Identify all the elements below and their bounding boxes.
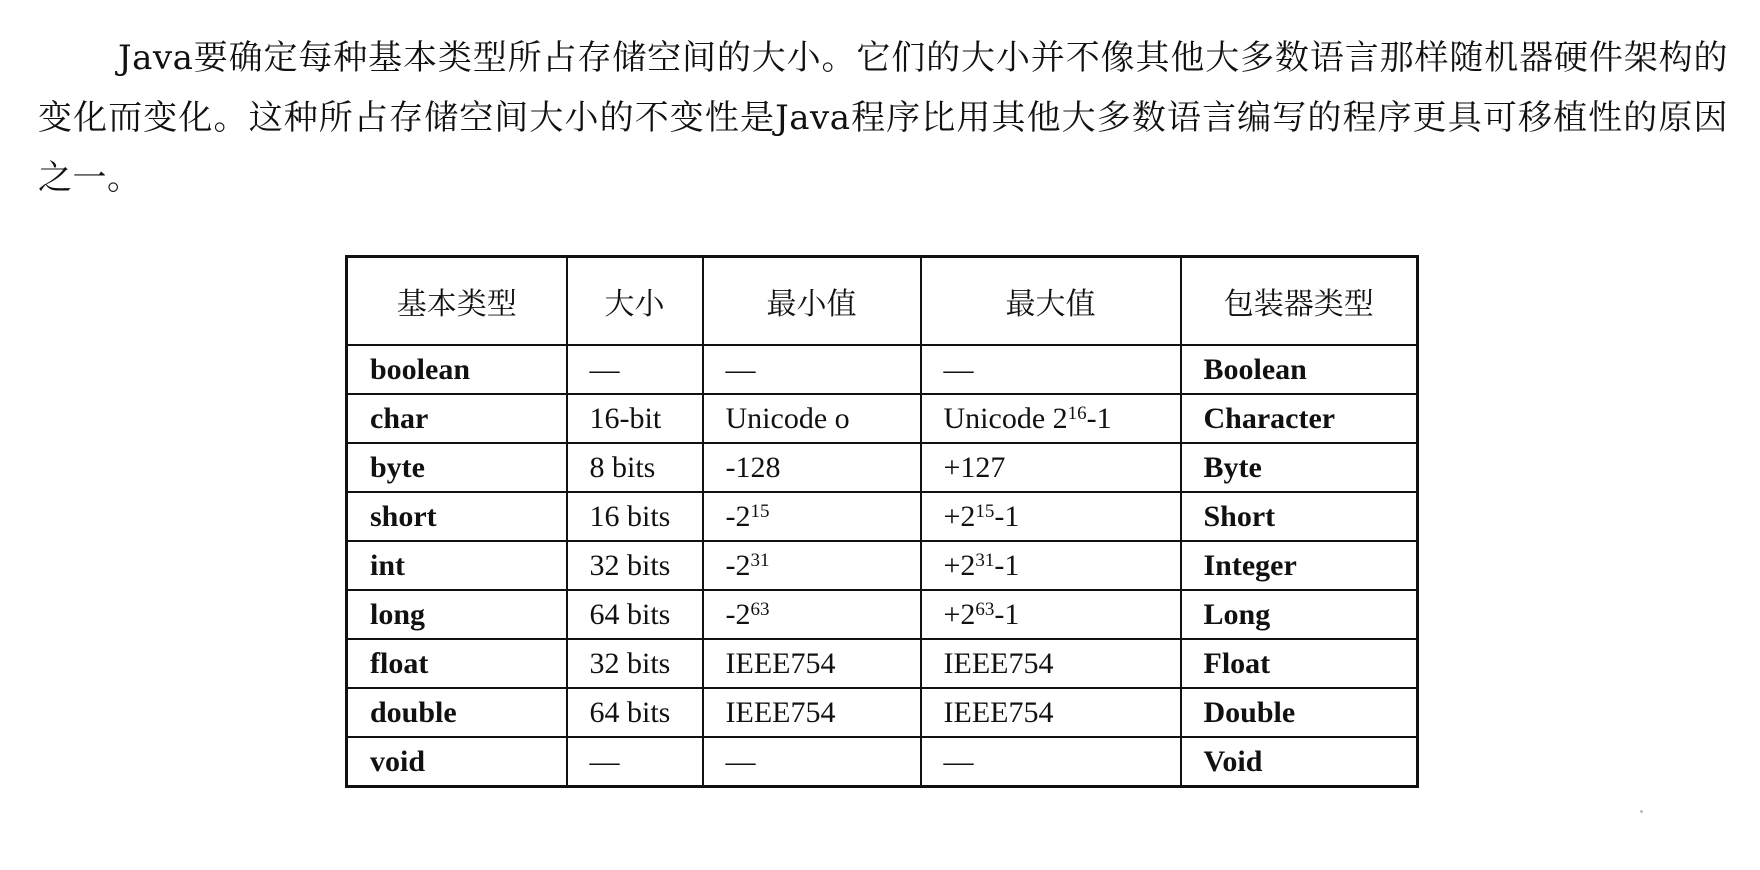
max-tail: -1 [1086,401,1112,435]
cell-max [921,394,1181,443]
cell-max: IEEE754 [921,639,1181,688]
cell-min: IEEE754 [703,639,921,688]
table-row [347,541,1418,590]
cell-size: 16 bits [567,492,703,541]
min-base: -2 [725,597,751,631]
intro-paragraph: Java要确定每种基本类型所占存储空间的大小。它们的大小并不像其他大多数语言那样随机器硬件架构的变化而变化。这种所占存储空间大小的不变性是Java程序比用其他大多数语言编写的程序更具可移植性的原因之一。 [38,38,1728,198]
min-exponent: 31 [750,549,770,571]
cell-wrapper: Float [1181,639,1418,688]
min-base: -2 [725,548,751,582]
cell-wrapper: Boolean [1181,345,1418,394]
max-exponent: 15 [975,500,995,522]
cell-type: void [347,737,567,787]
table-row [347,345,1418,394]
scan-speck [1640,810,1643,813]
cell-size: 8 bits [567,443,703,492]
table-row [347,492,1418,541]
cell-wrapper: Void [1181,737,1418,787]
max-base: Unicode 2 [943,401,1068,435]
cell-type: int [347,541,567,590]
primitive-types-table-container [345,255,1419,788]
max-base: +2 [943,499,976,533]
cell-max: — [921,737,1181,787]
cell-size: — [567,737,703,787]
cell-type: long [347,590,567,639]
cell-wrapper: Integer [1181,541,1418,590]
cell-min [703,590,921,639]
table-row [347,737,1418,787]
cell-min: IEEE754 [703,688,921,737]
max-exponent: 31 [975,549,995,571]
cell-wrapper: Long [1181,590,1418,639]
cell-min: — [703,345,921,394]
cell-wrapper: Character [1181,394,1418,443]
cell-wrapper: Short [1181,492,1418,541]
table-row [347,590,1418,639]
cell-wrapper: Double [1181,688,1418,737]
primitive-types-table [345,255,1419,788]
header-max-value: 最大值 [921,257,1181,346]
max-tail: -1 [994,597,1020,631]
table-row [347,639,1418,688]
cell-min: Unicode o [703,394,921,443]
max-exponent: 63 [975,598,995,620]
max-exponent: 16 [1067,402,1087,424]
cell-max [921,541,1181,590]
cell-size: — [567,345,703,394]
cell-max: +127 [921,443,1181,492]
max-tail: -1 [994,499,1020,533]
cell-type: double [347,688,567,737]
cell-type: boolean [347,345,567,394]
min-exponent: 15 [750,500,770,522]
header-min-value: 最小值 [703,257,921,346]
cell-type: float [347,639,567,688]
min-base: -2 [725,499,751,533]
header-primitive-type: 基本类型 [347,257,567,346]
cell-type: short [347,492,567,541]
cell-min: — [703,737,921,787]
cell-max: — [921,345,1181,394]
cell-size: 16-bit [567,394,703,443]
table-row [347,443,1418,492]
cell-min: -128 [703,443,921,492]
table-row [347,688,1418,737]
cell-size: 64 bits [567,688,703,737]
cell-size: 64 bits [567,590,703,639]
header-size: 大小 [567,257,703,346]
max-tail: -1 [994,548,1020,582]
cell-min [703,492,921,541]
table-row [347,394,1418,443]
cell-size: 32 bits [567,639,703,688]
max-base: +2 [943,597,976,631]
cell-type: byte [347,443,567,492]
cell-size: 32 bits [567,541,703,590]
cell-min [703,541,921,590]
header-wrapper-type: 包装器类型 [1181,257,1418,346]
cell-wrapper: Byte [1181,443,1418,492]
cell-max: IEEE754 [921,688,1181,737]
max-base: +2 [943,548,976,582]
cell-type: char [347,394,567,443]
min-exponent: 63 [750,598,770,620]
table-header-row [347,257,1418,346]
cell-max [921,590,1181,639]
cell-max [921,492,1181,541]
